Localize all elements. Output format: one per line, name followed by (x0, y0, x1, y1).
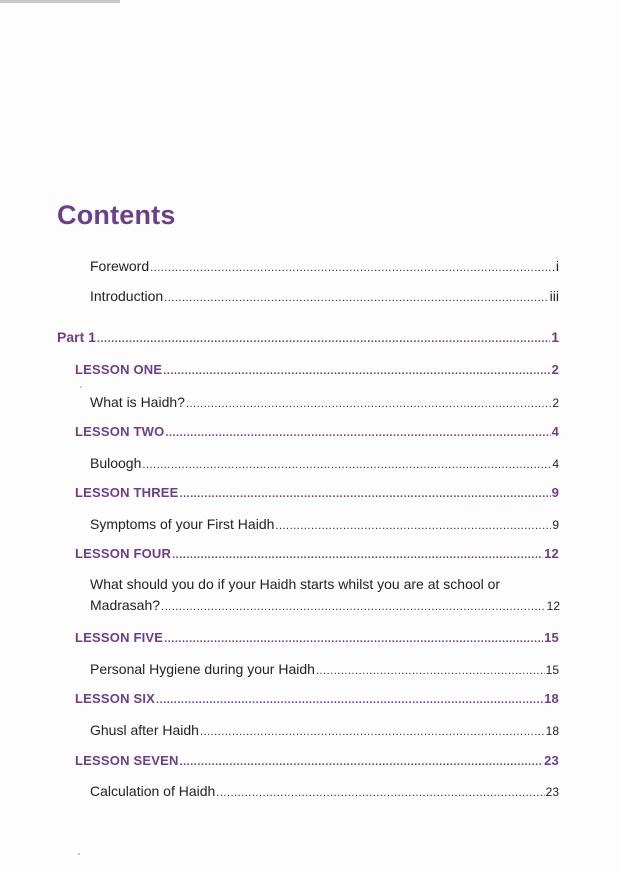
toc-page-number: 12 (546, 599, 560, 613)
dot-leader (180, 488, 551, 500)
scan-speck (80, 386, 82, 388)
toc-entry-lesson-five[interactable] (75, 630, 559, 645)
toc-entry-label: Personal Hygiene during your Haidh (90, 661, 315, 677)
toc-entry-label-line-1: What should you do if your Haidh starts whilst you are at school or (90, 576, 501, 592)
toc-entry-lesson-two[interactable] (75, 424, 559, 439)
toc-entry-label: LESSON SEVEN (75, 753, 179, 768)
toc-entry-label: Symptoms of your First Haidh (90, 516, 275, 532)
toc-entry-label: Buloogh (90, 455, 142, 471)
dot-leader (165, 427, 550, 439)
dot-leader (163, 365, 550, 377)
toc-entry-buloogh[interactable] (90, 455, 559, 471)
toc-page-number: 15 (544, 630, 559, 645)
toc-entry-label: LESSON TWO (75, 424, 165, 439)
toc-page-number: 23 (545, 785, 559, 799)
toc-entry-symptoms-first-haidh[interactable] (90, 516, 559, 532)
toc-page-number: 15 (545, 663, 559, 677)
toc-entry-introduction[interactable] (90, 288, 559, 304)
toc-entry-lesson-six[interactable] (75, 691, 559, 706)
toc-entry-personal-hygiene[interactable] (90, 661, 559, 677)
toc-entry-label: Introduction (90, 288, 164, 304)
scan-speck (78, 853, 80, 855)
toc-entry-foreword[interactable] (90, 258, 559, 274)
toc-page-number: 18 (545, 724, 559, 738)
dot-leader (275, 520, 551, 532)
page-title: Contents (57, 200, 176, 230)
dot-leader (180, 756, 544, 768)
toc-page-number: 18 (544, 691, 559, 706)
toc-entry-calculation-of-haidh[interactable] (90, 783, 559, 799)
toc-page-number: 23 (544, 753, 559, 768)
toc-entry-label: Foreword (90, 258, 150, 274)
toc-page-number: 12 (544, 546, 559, 561)
toc-entry-lesson-three[interactable] (75, 485, 559, 500)
toc-entry-label: LESSON SIX (75, 691, 156, 706)
dot-leader (200, 726, 545, 738)
toc-page-number: iii (549, 288, 559, 304)
toc-page-number: 9 (552, 518, 559, 532)
toc-page-number: 4 (552, 457, 559, 471)
toc-entry-label: Part 1 (57, 329, 96, 345)
toc-entry-haidh-at-school[interactable] (90, 574, 560, 618)
toc-page-number: 1 (551, 329, 559, 345)
toc-page-number: 4 (551, 424, 559, 439)
toc-entry-part-1[interactable] (57, 329, 559, 345)
toc-page-number: 2 (552, 396, 559, 410)
dot-leader (316, 665, 545, 677)
dot-leader (150, 262, 555, 274)
toc-page-number: i (555, 258, 559, 274)
top-edge-rule (0, 0, 120, 3)
toc-page-number: 2 (551, 362, 559, 377)
toc-entry-label-line-2: Madrasah? (90, 597, 161, 613)
toc-entry-what-is-haidh[interactable] (90, 394, 559, 410)
toc-entry-ghusl-after-haidh[interactable] (90, 722, 559, 738)
toc-entry-lesson-four[interactable] (75, 546, 559, 561)
dot-leader (161, 597, 546, 618)
toc-entry-label: LESSON THREE (75, 485, 179, 500)
toc-entry-label: LESSON FOUR (75, 546, 172, 561)
dot-leader (164, 292, 548, 304)
dot-leader (142, 459, 551, 471)
dot-leader (164, 633, 543, 645)
toc-entry-label: Calculation of Haidh (90, 783, 216, 799)
toc-page-number: 9 (551, 485, 559, 500)
toc-entry-label: LESSON FIVE (75, 630, 164, 645)
toc-entry-lesson-one[interactable] (75, 362, 559, 377)
dot-leader (156, 694, 543, 706)
dot-leader (216, 787, 544, 799)
toc-entry-lesson-seven[interactable] (75, 753, 559, 768)
dot-leader (186, 398, 551, 410)
toc-entry-label: What is Haidh? (90, 394, 185, 410)
toc-entry-label: LESSON ONE (75, 362, 163, 377)
dot-leader (97, 333, 550, 345)
toc-entry-label: Ghusl after Haidh (90, 722, 199, 738)
dot-leader (172, 549, 543, 561)
